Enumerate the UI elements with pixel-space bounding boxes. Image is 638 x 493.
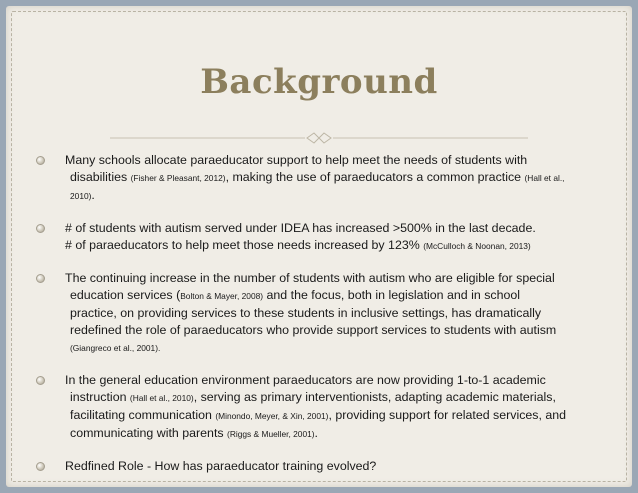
bullet-line [65, 270, 611, 287]
slide-title: Background [200, 62, 438, 102]
bullet-text: communicating with parents [70, 426, 228, 440]
citation: (McCulloch & Noonan, 2013) [423, 241, 531, 251]
bullet-item [36, 372, 611, 443]
citation: (Hall et al., 2010) [129, 393, 194, 403]
bullet-text: facilitating communication [70, 408, 216, 422]
bullet-text: , making the use of paraeducators a common practice [225, 170, 525, 184]
bullet-text: instruction [70, 390, 130, 404]
bullet-text: , serving as primary interventionists, adapting academic materials, [193, 390, 556, 404]
bullet-item [36, 152, 611, 205]
bullet-line [65, 372, 611, 389]
bullet-line [65, 458, 611, 475]
citation: (Fisher & Pleasant, 2012) [130, 173, 226, 183]
bullet-dot-icon [36, 224, 45, 233]
bullet-text: . [91, 188, 95, 202]
citation: (Hall et al., [524, 173, 565, 183]
bullet-line [65, 339, 611, 357]
bullet-text: Many schools allocate paraeducator support to help meet the needs of students with [65, 153, 528, 167]
bullet-text: # of students with autism served under IDEA has increased >500% in the last decade. [65, 221, 536, 235]
bullet-dot-icon [36, 462, 45, 471]
bullet-item [36, 458, 611, 475]
bullet-text: redefined the role of paraeducators who provide support services to students with autism [70, 323, 557, 337]
bullet-line [65, 152, 611, 169]
bullet-text: Redfined Role - How has paraeducator training evolved? [65, 459, 377, 473]
bullet-text: . [314, 426, 318, 440]
bullet-line [65, 220, 611, 237]
bullet-line [65, 287, 611, 305]
bullet-line [65, 389, 611, 407]
bullet-line [65, 305, 611, 322]
bullet-text: disabilities [70, 170, 131, 184]
bullet-line [65, 425, 611, 443]
bullet-line [65, 169, 611, 187]
bullet-text: practice, on providing services to these students in inclusive settings, has dramatically [70, 306, 542, 320]
bullet-line [65, 237, 611, 255]
bullet-dot-icon [36, 156, 45, 165]
bullet-text: In the general education environment paraeducators are now providing 1-to-1 academic [65, 373, 546, 387]
bullet-dot-icon [36, 274, 45, 283]
citation: Bolton & Mayer, 2008) [180, 291, 264, 301]
bullet-line [65, 407, 611, 425]
bullet-text: , providing support for related services, and [328, 408, 567, 422]
citation: (Giangreco et al., 2001). [70, 343, 161, 353]
bullet-text: education services ( [70, 288, 181, 302]
title-divider [110, 132, 528, 144]
bullet-item [36, 270, 611, 357]
citation: 2010) [70, 191, 92, 201]
bullet-item [36, 220, 611, 255]
bullet-dot-icon [36, 376, 45, 385]
bullet-line [65, 322, 611, 339]
citation: (Minondo, Meyer, & Xin, 2001) [215, 411, 329, 421]
citation: (Riggs & Mueller, 2001) [227, 429, 315, 439]
bullet-text: The continuing increase in the number of students with autism who are eligible for special [65, 271, 555, 285]
bullet-list [36, 152, 611, 490]
bullet-line [65, 187, 611, 205]
bullet-text: # of paraeducators to help meet those needs increased by 123% [65, 238, 424, 252]
bullet-text: and the focus, both in legislation and in school [263, 288, 521, 302]
